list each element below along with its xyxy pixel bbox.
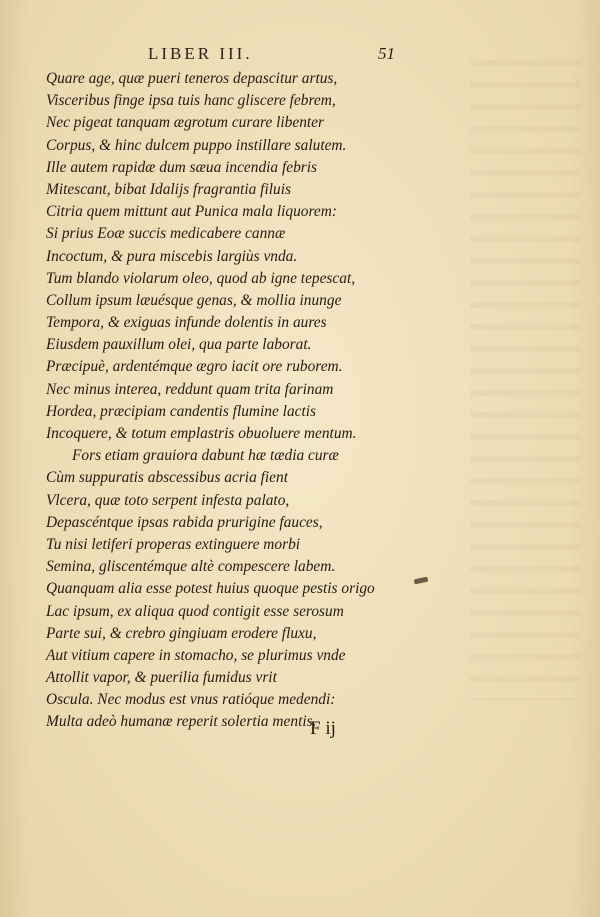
verse-line: Quanquam alia esse potest huius quoque pestis origo bbox=[46, 580, 375, 598]
verse-line: Incoquere, & totum emplastris obuoluere mentum. bbox=[46, 425, 357, 442]
verse-line: Oscula. Nec modus est vnus ratióque medendi: bbox=[46, 691, 336, 709]
verse-line: Fors etiam grauiora dabunt hæ tædia curæ bbox=[72, 447, 339, 465]
verse-line: Eiusdem pauxillum olei, qua parte laborat. bbox=[46, 336, 312, 354]
running-head: LIBER III. bbox=[148, 44, 253, 63]
verse-line: Incoctum, & pura miscebis largiùs vnda. bbox=[46, 247, 298, 265]
verse-line: Nec pigeat tanquam ægrotum curare libenter bbox=[46, 114, 324, 132]
verse-line: Collum ipsum læuésque genas, & mollia inunge bbox=[46, 291, 342, 309]
verse-line: Hordea, præcipiam candentis flumine lactis bbox=[46, 402, 317, 420]
verse-line: Mitescant, bibat Idalijs fragrantia filuis bbox=[46, 180, 291, 198]
verse-line: Tu nisi letiferi properas extinguere morbi bbox=[46, 535, 301, 553]
verse-line: Lac ipsum, ex aliqua quod contigit esse serosum bbox=[46, 602, 344, 620]
verse-line: Ille autem rapidæ dum sæua incendia febris bbox=[46, 158, 318, 176]
ink-blot bbox=[414, 577, 429, 585]
verse-line: Tum blando violarum oleo, quod ab igne tepescat, bbox=[46, 269, 356, 287]
verse-line: Citria quem mittunt aut Punica mala liquorem: bbox=[46, 203, 337, 221]
verse-line: Præcipuè, ardentémque ægro iacit ore ruborem. bbox=[46, 358, 343, 376]
verse-line: Corpus, & hinc dulcem puppo instillare salutem. bbox=[46, 136, 347, 154]
verse-line: Visceribus finge ipsa tuis hanc gliscere febrem, bbox=[46, 92, 336, 110]
verse-line: Multa adeò humanæ reperit solertia mentis. bbox=[46, 713, 317, 731]
verse-line: Quare age, quæ pueri teneros depascitur artus, bbox=[46, 70, 338, 87]
verse-line: Aut vitium capere in stomacho, se plurimus vnde bbox=[46, 646, 346, 664]
page-number: 51 bbox=[378, 44, 395, 63]
verse-line: Semina, gliscentémque altè compescere labem. bbox=[46, 558, 336, 576]
verse-line: Depascéntque ipsas rabida prurigine fauces, bbox=[46, 513, 323, 531]
verse-line: Nec minus interea, reddunt quam trita farinam bbox=[46, 380, 334, 398]
verse-line: Vlcera, quæ toto serpent infesta palato, bbox=[46, 491, 290, 509]
signature-mark: F ij bbox=[310, 718, 336, 739]
verse-line: Tempora, & exiguas infunde dolentis in aures bbox=[46, 314, 327, 332]
verse-line: Si prius Eoæ succis medicabere cannæ bbox=[46, 225, 286, 243]
show-through-texture bbox=[470, 60, 580, 700]
verse-line: Attollit vapor, & puerilia fumidus vrit bbox=[46, 669, 277, 687]
verse-line: Parte sui, & crebro gingiuam erodere fluxu, bbox=[46, 624, 317, 642]
verse-block bbox=[46, 68, 386, 734]
verse-line: Cùm suppuratis abscessibus acria fient bbox=[46, 469, 288, 487]
